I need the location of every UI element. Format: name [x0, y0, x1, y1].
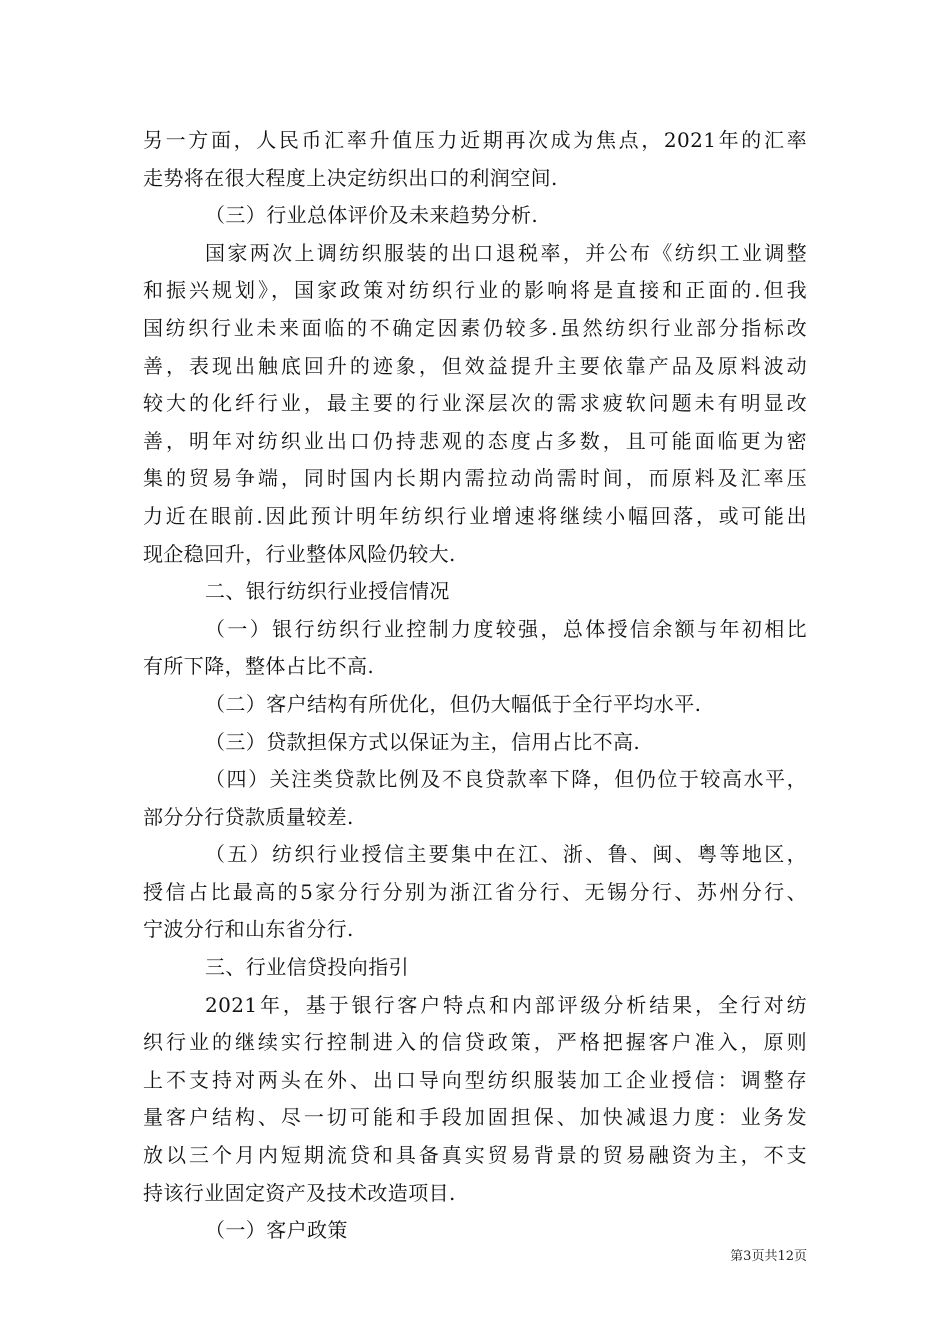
text-line: 织行业的继续实行控制进入的信贷政策，严格把握客户准入，原则 [143, 1030, 807, 1055]
paragraph-first-line: 二、银行纺织行业授信情况 [205, 579, 450, 604]
text-line: 善，明年对纺织业出口仍持悲观的态度占多数，且可能面临更为密 [143, 428, 807, 453]
text-line: 放以三个月内短期流贷和具备真实贸易背景的贸易融资为主，不支 [143, 1143, 807, 1168]
text-line: 授信占比最高的5家分行分别为浙江省分行、无锡分行、苏州分行、 [143, 879, 807, 904]
text-line: 宁波分行和山东省分行. [143, 917, 354, 942]
text-line: 持该行业固定资产及技术改造项目. [143, 1180, 456, 1205]
text-line: 有所下降，整体占比不高. [143, 654, 375, 679]
text-line: 部分分行贷款质量较差. [143, 804, 354, 829]
paragraph-first-line: （一）客户政策 [205, 1218, 348, 1243]
document-body [143, 122, 807, 1250]
paragraph-first-line: （四）关注类贷款比例及不良贷款率下降，但仍位于较高水平， [205, 767, 807, 792]
paragraph-first-line: 2021年，基于银行客户特点和内部评级分析结果，全行对纺 [205, 992, 807, 1017]
paragraph-first-line: （二）客户结构有所优化，但仍大幅低于全行平均水平. [205, 691, 702, 716]
paragraph-first-line: （三）贷款担保方式以保证为主，信用占比不高. [205, 729, 641, 754]
text-line: 上不支持对两头在外、出口导向型纺织服装加工企业授信：调整存 [143, 1067, 807, 1092]
text-line: 和振兴规划》，国家政策对纺织行业的影响将是直接和正面的.但我 [143, 278, 807, 303]
paragraph-first-line: （五）纺织行业授信主要集中在江、浙、鲁、闽、粤等地区， [205, 842, 807, 867]
text-line: 国纺织行业未来面临的不确定因素仍较多.虽然纺织行业部分指标改 [143, 315, 807, 340]
paragraph-first-line: 国家两次上调纺织服装的出口退税率，并公布《纺织工业调整 [205, 240, 807, 265]
text-line: 另一方面，人民币汇率升值压力近期再次成为焦点，2021年的汇率 [143, 128, 807, 152]
page-number: 第3页共12页 [730, 1249, 807, 1264]
text-line: 较大的化纤行业，最主要的行业深层次的需求疲软问题未有明显改 [143, 391, 807, 416]
paragraph-first-line: （一）银行纺织行业控制力度较强，总体授信余额与年初相比 [205, 616, 807, 641]
text-line: 走势将在很大程度上决定纺织出口的利润空间. [143, 165, 558, 190]
paragraph-first-line: （三）行业总体评价及未来趋势分析. [205, 203, 539, 228]
text-line: 量客户结构、尽一切可能和手段加固担保、加快减退力度：业务发 [143, 1105, 807, 1130]
text-line: 善，表现出触底回升的迹象，但效益提升主要依靠产品及原料波动 [143, 353, 807, 378]
text-line: 集的贸易争端，同时国内长期内需拉动尚需时间，而原料及汇率压 [143, 466, 807, 491]
text-line: 现企稳回升，行业整体风险仍较大. [143, 541, 456, 566]
text-line: 力近在眼前.因此预计明年纺织行业增速将继续小幅回落，或可能出 [143, 503, 807, 528]
paragraph-first-line: 三、行业信贷投向指引 [205, 955, 409, 980]
